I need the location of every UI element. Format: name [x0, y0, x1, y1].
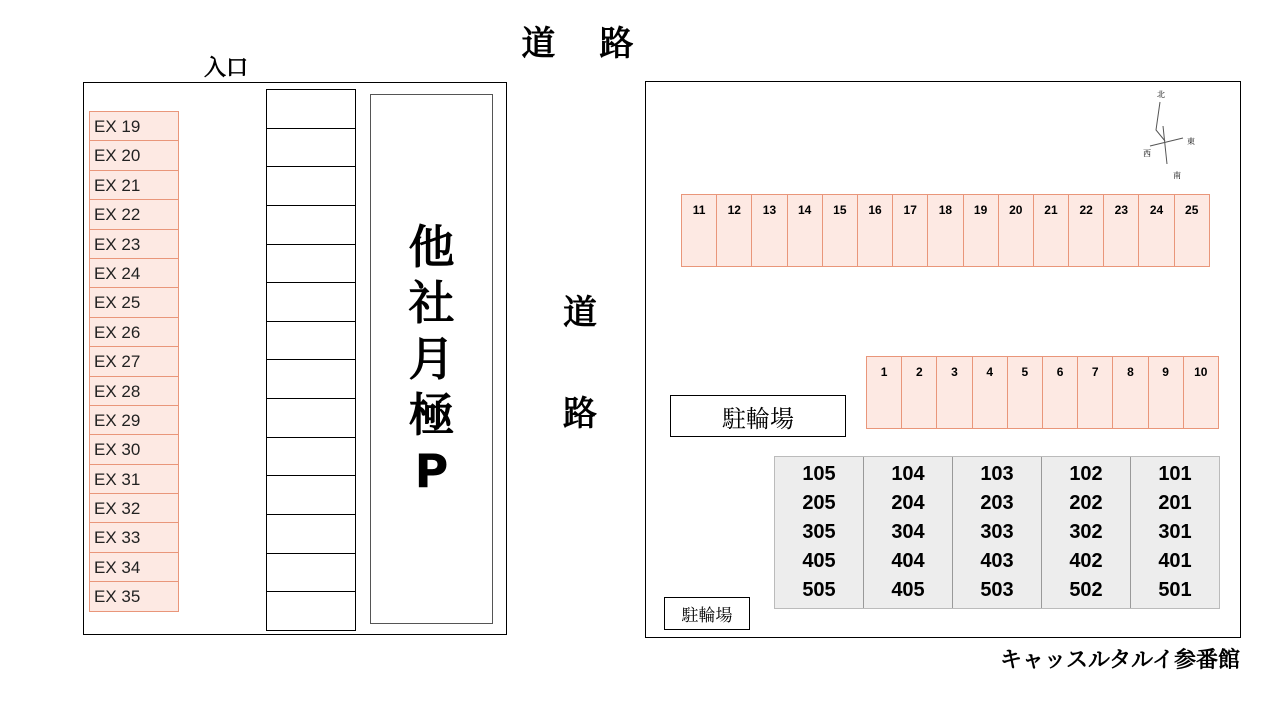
ex-parking-space: EX 30 [89, 434, 179, 464]
unmarked-parking-space [267, 90, 355, 129]
ex-parking-space: EX 24 [89, 258, 179, 288]
unit-number: 404 [891, 550, 925, 572]
unit-number: 201 [1158, 492, 1192, 514]
road-middle-char-1: 道 [563, 293, 597, 333]
unit-number: 202 [1069, 492, 1103, 514]
unmarked-parking-space [267, 438, 355, 477]
unit-number: 102 [1069, 463, 1103, 485]
unit-number: 204 [891, 492, 925, 514]
unmarked-parking-space [267, 592, 355, 630]
parking-space: 7 [1077, 356, 1113, 429]
unmarked-parking-space [267, 283, 355, 322]
unit-number: 101 [1158, 463, 1192, 485]
parking-space: 2 [901, 356, 937, 429]
unit-number: 104 [891, 463, 925, 485]
unmarked-parking-space [267, 206, 355, 245]
unit-number: 302 [1069, 521, 1103, 543]
unit-number: 305 [802, 521, 836, 543]
compass-icon [1135, 86, 1215, 186]
parking-space: 6 [1042, 356, 1078, 429]
unit-number: 501 [1158, 579, 1192, 601]
road-middle-label [555, 285, 605, 435]
bicycle-parking-small: 駐輪場 [664, 597, 750, 630]
parking-space: 23 [1103, 194, 1139, 267]
ex-parking-space: EX 26 [89, 317, 179, 347]
ex-parking-column [89, 111, 179, 612]
parking-space: 9 [1148, 356, 1184, 429]
compass-east: 東 [1187, 137, 1195, 146]
unmarked-parking-space [267, 476, 355, 515]
parking-space: 22 [1068, 194, 1104, 267]
ex-parking-space: EX 32 [89, 493, 179, 523]
ex-parking-space: EX 23 [89, 229, 179, 259]
ex-parking-space: EX 19 [89, 111, 179, 141]
unit-number: 103 [980, 463, 1014, 485]
unmarked-parking-space [267, 360, 355, 399]
unit-number: 401 [1158, 550, 1192, 572]
parking-space: 25 [1174, 194, 1210, 267]
unmarked-parking-space [267, 515, 355, 554]
unit-number: 403 [980, 550, 1014, 572]
parking-space: 21 [1033, 194, 1069, 267]
parking-space: 12 [716, 194, 752, 267]
parking-row-a [681, 194, 1210, 267]
unmarked-parking-space [267, 554, 355, 593]
ex-parking-space: EX 20 [89, 140, 179, 170]
parking-space: 17 [892, 194, 928, 267]
unit-number: 301 [1158, 521, 1192, 543]
unmarked-parking-space [267, 167, 355, 206]
ex-parking-space: EX 22 [89, 199, 179, 229]
ex-parking-space: EX 34 [89, 552, 179, 582]
building-name: キャッスルタルイ参番館 [999, 648, 1240, 673]
parking-space: 24 [1138, 194, 1174, 267]
parking-space: 14 [787, 194, 823, 267]
unit-number: 203 [980, 492, 1014, 514]
ex-parking-space: EX 35 [89, 581, 179, 611]
parking-space: 1 [866, 356, 902, 429]
parking-space: 15 [822, 194, 858, 267]
ex-parking-space: EX 31 [89, 464, 179, 494]
parking-space: 19 [963, 194, 999, 267]
unmarked-parking-space [267, 322, 355, 361]
other-company-lot-label: 他社月極P [408, 220, 455, 498]
parking-space: 4 [972, 356, 1008, 429]
unit-number: 405 [891, 579, 925, 601]
unit-number: 503 [980, 579, 1014, 601]
parking-space: 10 [1183, 356, 1219, 429]
unit-column [775, 457, 863, 608]
parking-space: 20 [998, 194, 1034, 267]
other-company-lot [370, 94, 493, 624]
unmarked-parking-space [267, 129, 355, 168]
bicycle-parking: 駐輪場 [670, 395, 846, 437]
unit-column [863, 457, 952, 608]
parking-space: 11 [681, 194, 717, 267]
unit-number: 505 [802, 579, 836, 601]
ex-parking-space: EX 25 [89, 287, 179, 317]
parking-space: 5 [1007, 356, 1043, 429]
unit-column [1041, 457, 1130, 608]
unit-number: 303 [980, 521, 1014, 543]
unit-number: 502 [1069, 579, 1103, 601]
compass-north: 北 [1157, 90, 1165, 99]
unit-number: 402 [1069, 550, 1103, 572]
entrance-label: 入口 [203, 56, 248, 81]
compass-south: 南 [1173, 171, 1181, 180]
apartment-building [774, 456, 1220, 609]
ex-parking-space: EX 27 [89, 346, 179, 376]
unit-number: 405 [802, 550, 836, 572]
ex-parking-space: EX 28 [89, 376, 179, 406]
unmarked-parking-column [266, 89, 356, 631]
unmarked-parking-space [267, 399, 355, 438]
ex-parking-space: EX 29 [89, 405, 179, 435]
parking-space: 3 [936, 356, 972, 429]
unit-column [952, 457, 1041, 608]
parking-space: 8 [1112, 356, 1148, 429]
unit-number: 304 [891, 521, 925, 543]
unit-number: 105 [802, 463, 836, 485]
ex-parking-space: EX 33 [89, 522, 179, 552]
unit-number: 205 [802, 492, 836, 514]
road-middle-char-2: 路 [563, 394, 597, 434]
parking-row-b [866, 356, 1219, 429]
road-top-label: 道 路 [521, 23, 639, 64]
parking-space: 13 [751, 194, 787, 267]
ex-parking-space: EX 21 [89, 170, 179, 200]
compass-west: 西 [1143, 149, 1151, 158]
parking-space: 18 [927, 194, 963, 267]
unmarked-parking-space [267, 245, 355, 284]
parking-space: 16 [857, 194, 893, 267]
unit-column [1130, 457, 1219, 608]
